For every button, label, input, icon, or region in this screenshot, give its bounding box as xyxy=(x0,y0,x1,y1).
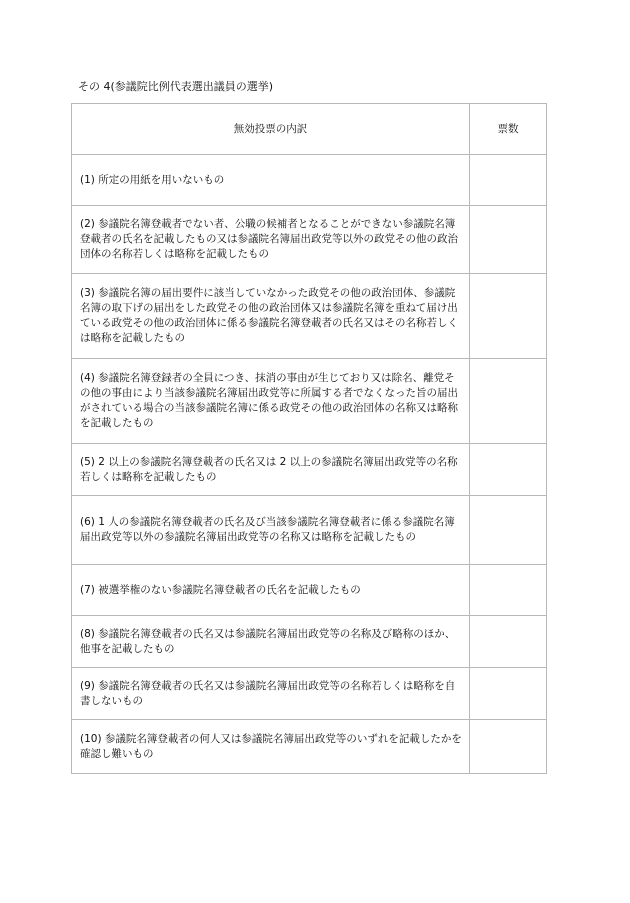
row-text: (4) 参議院名簿登録者の全員につき、抹消の事由が生じており又は除名、離党その他の事由により当該参議院名簿届出政党等に所属する者でなくなった旨の届出がされている場合の当該参議院名簿に係る政党その他の政治団体の名称又は略称を記載したもの xyxy=(80,372,458,429)
row-description xyxy=(72,720,470,774)
header-description: 無効投票の内訳 xyxy=(72,104,470,155)
row-text: (9) 参議院名簿登載者の氏名又は参議院名簿届出政党等の名称若しくは略称を自書しないもの xyxy=(80,679,456,707)
row-description xyxy=(72,359,470,444)
table-row xyxy=(72,274,547,359)
row-text: (1) 所定の用紙を用いないもの xyxy=(80,173,225,186)
table-row xyxy=(72,359,547,444)
page-title: その 4(参議院比例代表選出議員の選挙) xyxy=(78,80,274,93)
table-row xyxy=(72,565,547,616)
row-text: (7) 被選挙権のない参議院名簿登載者の氏名を記載したもの xyxy=(80,583,361,596)
row-text: (3) 参議院名簿の届出要件に該当していなかった政党その他の政治団体、参議院名簿の取下げの届出をした政党その他の政治団体又は参議院名簿を重ねて届け出ている政党その他の政治団体に係る参議院名簿登載者の氏名又はその名称若しくは略称を記載したもの xyxy=(80,287,458,344)
row-description xyxy=(72,155,470,206)
row-description xyxy=(72,496,470,565)
row-text: (8) 参議院名簿登載者の氏名又は参議院名簿届出政党等の名称及び略称のほか、他事を記載したもの xyxy=(80,627,456,655)
row-count-cell[interactable] xyxy=(470,668,547,720)
table-row xyxy=(72,668,547,720)
row-description xyxy=(72,565,470,616)
row-count-cell[interactable] xyxy=(470,565,547,616)
row-description xyxy=(72,206,470,274)
row-count-cell[interactable] xyxy=(470,206,547,274)
header-count: 票数 xyxy=(470,104,547,155)
row-count-cell[interactable] xyxy=(470,720,547,774)
row-text: (6) 1 人の参議院名簿登載者の氏名及び当該参議院名簿登載者に係る参議院名簿届出政党等以外の参議院名簿届出政党等の名称又は略称を記載したもの xyxy=(80,516,455,543)
row-count-cell[interactable] xyxy=(470,444,547,496)
table-row xyxy=(72,616,547,668)
row-text: (10) 参議院名簿登載者の何人又は参議院名簿届出政党等のいずれを記載したかを確認し難いもの xyxy=(80,732,462,760)
row-count-cell[interactable] xyxy=(470,359,547,444)
table-row xyxy=(72,720,547,774)
table-row xyxy=(72,496,547,565)
table-row xyxy=(72,155,547,206)
row-text: (2) 参議院名簿登載者でない者、公職の候補者となることができない参議院名簿登載者の氏名を記載したもの又は参議院名簿届出政党等以外の政党その他の政治団体の名称若しくは略称を記載したもの xyxy=(80,218,458,260)
table-header-row xyxy=(72,104,547,155)
invalid-votes-table xyxy=(71,103,547,774)
row-description xyxy=(72,616,470,668)
row-description xyxy=(72,668,470,720)
row-count-cell[interactable] xyxy=(470,274,547,359)
table-row xyxy=(72,206,547,274)
row-text: (5) 2 以上の参議院名簿登載者の氏名又は 2 以上の参議院名簿届出政党等の名称若しくは略称を記載したもの xyxy=(80,455,458,483)
row-description xyxy=(72,444,470,496)
row-count-cell[interactable] xyxy=(470,155,547,206)
row-count-cell[interactable] xyxy=(470,616,547,668)
row-count-cell[interactable] xyxy=(470,496,547,565)
row-description xyxy=(72,274,470,359)
table-row xyxy=(72,444,547,496)
